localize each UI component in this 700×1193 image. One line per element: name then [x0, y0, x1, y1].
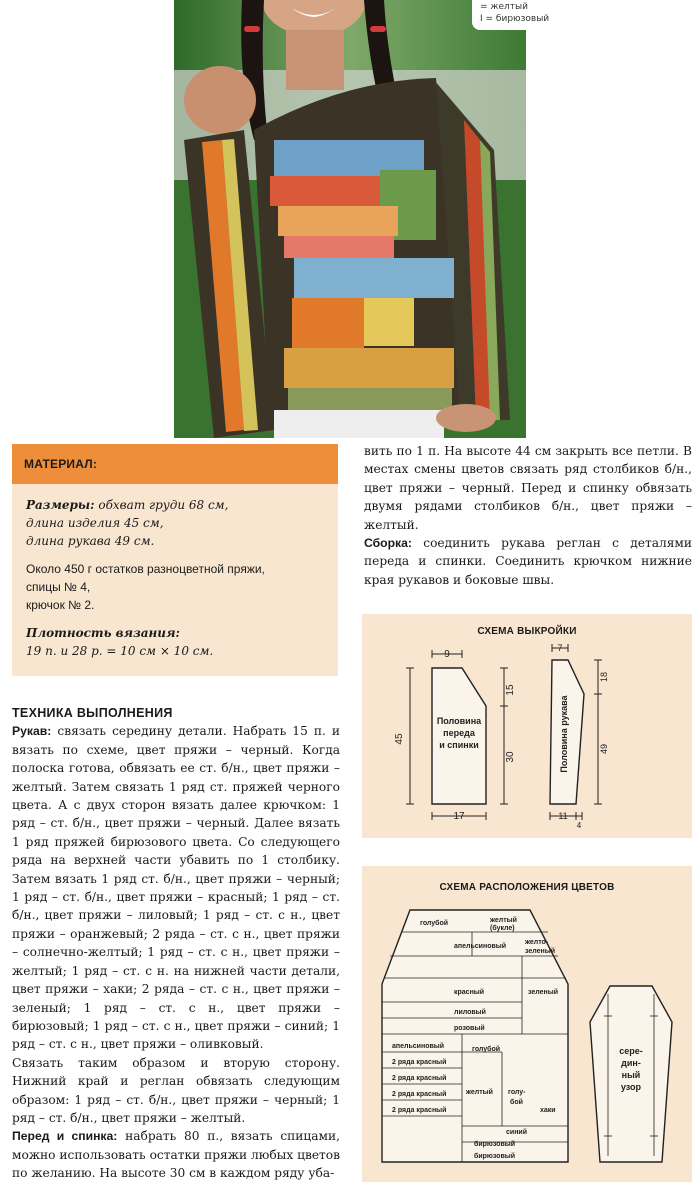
technique-column-left: [12, 704, 340, 1183]
dim-top-sleeve: 7: [557, 643, 563, 653]
second-side-paragraph: Связать таким образом и вторую сторону. Нижний край и реглан обвязать следующим образом: 1 ряд – ст. б/н., цвет пряжи – черный; 1 ряд – ст. б/н., цвет пряжи – желтый.: [12, 1055, 340, 1125]
sizes-chest: обхват груди 68 см,: [98, 498, 229, 512]
color-label-8: лиловый: [454, 1009, 486, 1016]
assembly-label: Сборка:: [364, 536, 412, 551]
legend-turquoise: I = бирюзовый: [480, 14, 550, 24]
color-label-15: 2 ряда красный: [392, 1107, 447, 1114]
front-back-paragraph: [12, 1127, 340, 1182]
color-label-22: бирюзовый: [474, 1153, 516, 1160]
sweater-photo-illustration: [174, 0, 550, 438]
sleeve-pattern-line2: дин-: [621, 1058, 641, 1068]
density-value: 19 п. и 28 р. = 10 см × 10 см.: [26, 644, 214, 658]
body-label-line2: переда: [443, 728, 475, 738]
color-label-2: (букле): [490, 925, 515, 932]
color-label-16: желтый: [466, 1089, 493, 1096]
technique-column-right: [364, 442, 692, 589]
color-label-14: 2 ряда красный: [392, 1091, 447, 1098]
color-label-19: хаки: [540, 1107, 556, 1114]
density-label: Плотность вязания:: [26, 626, 180, 640]
dim-raglan: 15: [505, 684, 516, 696]
material-header: МАТЕРИАЛ:: [12, 444, 338, 484]
front-back-text: набрать 80 п., вязать спицами, можно использовать остатки пряжи любых цветов по желанию. На высоте 30 см в каждом ряду уба-: [12, 1129, 340, 1181]
technique-heading: ТЕХНИКА ВЫПОЛНЕНИЯ: [12, 706, 173, 720]
color-schema-drawing: [362, 866, 692, 1182]
material-box: [12, 444, 338, 676]
sweater-photo: [174, 0, 550, 438]
color-label-18: бой: [510, 1099, 523, 1106]
color-label-3: апельсиновый: [454, 943, 507, 950]
front-back-label: Перед и спинка:: [12, 1129, 118, 1144]
dim-bottom-sleeve-b: 4: [576, 821, 582, 830]
color-schema-title: СХЕМА РАСПОЛОЖЕНИЯ ЦВЕТОВ: [439, 882, 615, 893]
pattern-schema-panel: [362, 614, 692, 838]
material-body: [12, 484, 338, 660]
color-label-0: голубой: [420, 920, 449, 927]
sleeve-pattern-line3: ный: [621, 1070, 641, 1080]
sleeve-pattern-line4: узор: [620, 1082, 642, 1092]
color-label-11: голубой: [472, 1046, 501, 1053]
dim-top-body: 9: [444, 649, 450, 660]
body-label-line1: Половина: [436, 716, 482, 726]
color-label-4: желто-: [525, 939, 549, 946]
legend-yellow: = желтый: [480, 2, 528, 12]
sleeve-label: Половина рукава: [559, 695, 569, 773]
color-label-9: розовый: [454, 1025, 485, 1032]
body-label-line3: и спинки: [439, 740, 479, 750]
sleeve-paragraph: [12, 722, 340, 1053]
front-back-continued: вить по 1 п. На высоте 44 см закрыть все петли. В местах смены цветов связать ряд столбиков б/н., цвет пряжи – черный. Перед и спинку обвязать двумя рядами столбиков б/н., цвет пряжи – желтый.: [364, 444, 692, 532]
dim-sleeve-top: 18: [599, 671, 609, 683]
assembly-paragraph: [364, 534, 692, 589]
sizes-sleeve: длина рукава 49 см.: [26, 534, 155, 548]
dim-height: 45: [394, 733, 405, 745]
sleeve-text: связать середину детали. Набрать 15 п. и вязать по схеме, цвет пряжи – черный. Когда полоска готова, обвязать ее ст. б/н., цвет пряжи – желтый. Затем связать 1 ряд ст. пряжей черного цвета. А с двух сторон вязать далее крючком: 1 ряд – ст. б/н., цвет пряжи – черный. Далее вязать 1 ряд пряжей бирюзового цвета. Со следующего ряда на верхней части убавить по 1 столбику. Затем вязать 1 ряд ст. б/н., цвет пряжи – черный; 1 ряд – ст. б/н., цвет пряжи – красный; 1 ряд – ст. б/н., цвет пряжи – лиловый; 1 ряд – ст. с н., цвет пряжи – оранжевый; 2 ряда – ст. с н., цвет пряжи – солнечно-желтый; 1 ряд – ст. с н., цвет пряжи – желтый; 1 ряд – ст. с н. на нижней части детали, цвет пряжи – хаки; 2 ряда – ст. с н., цвет пряжи – зеленый; 1 ряд – ст. с н., цвет пряжи – бирюзовый; 1 ряд – ст. с н., цвет пряжи – синий; 1 ряд – ст. с н., цвет пряжи – оливковый.: [12, 724, 341, 1052]
crochet-hook: крючок № 2.: [26, 598, 95, 612]
dim-bottom-body: 17: [453, 811, 465, 822]
photo-color-legend: [472, 0, 550, 30]
color-label-10: апельсиновый: [392, 1043, 445, 1050]
color-label-21: бирюзовый: [474, 1141, 516, 1148]
color-label-7: зеленый: [528, 989, 559, 996]
dim-bottom-sleeve: 11: [558, 811, 568, 821]
color-label-17: голу-: [508, 1089, 526, 1096]
pattern-schema-title: СХЕМА ВЫКРОЙКИ: [477, 626, 577, 637]
color-label-5: зеленый: [525, 948, 556, 955]
color-label-20: синий: [506, 1129, 528, 1136]
needles: спицы № 4,: [26, 580, 91, 594]
assembly-text: соединить рукава реглан с деталями переда и спинки. Соединить крючком нижние края рукавов и боковые швы.: [364, 536, 692, 587]
color-label-6: красный: [454, 989, 485, 996]
sleeve-label: Рукав:: [12, 724, 52, 739]
yarn-amount: Около 450 г остатков разноцветной пряжи,: [26, 562, 265, 576]
dim-lower: 30: [505, 751, 516, 763]
dim-sleeve-length: 49: [599, 743, 609, 755]
sleeve-pattern-line1: сере-: [619, 1046, 643, 1056]
color-schema-panel: [362, 866, 692, 1182]
color-label-1: желтый: [490, 917, 517, 924]
sizes-label: Размеры:: [26, 498, 95, 512]
color-label-13: 2 ряда красный: [392, 1075, 447, 1082]
pattern-schema-drawing: [362, 614, 692, 838]
color-label-12: 2 ряда красный: [392, 1059, 447, 1066]
sizes-length: длина изделия 45 см,: [26, 516, 164, 530]
